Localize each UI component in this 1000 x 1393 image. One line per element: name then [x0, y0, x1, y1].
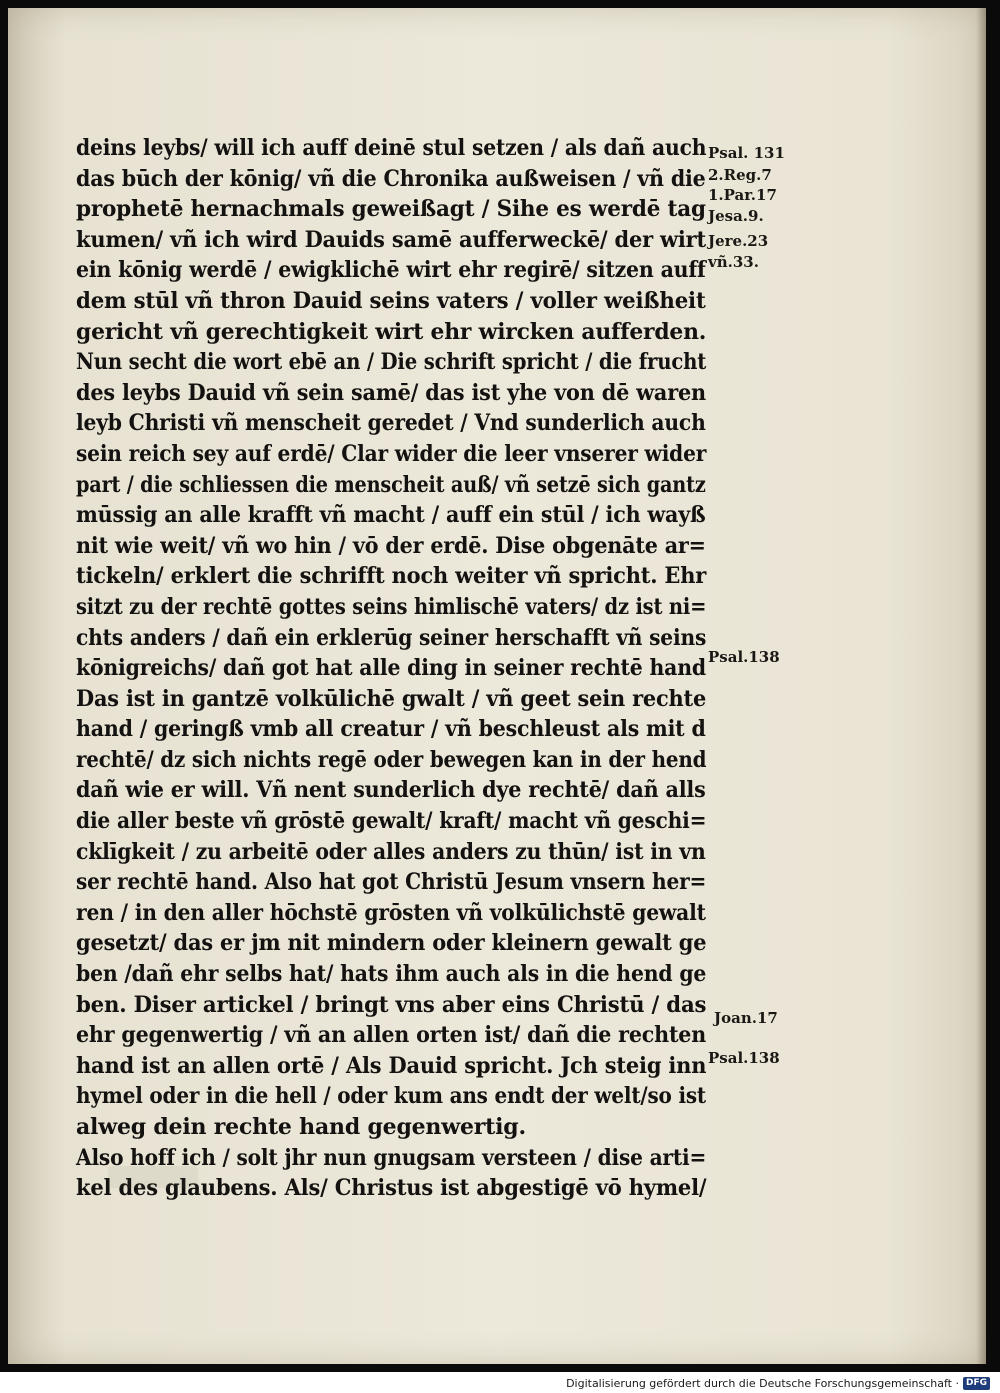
text-line: ser rechtē hand. Also hat got Christū Jesum vnsern her= — [76, 869, 707, 896]
text-line: kel des glaubens. Als/ Christus ist abgestigē vō hymel/ — [76, 1175, 707, 1202]
text-line: rechtē/ dz sich nichts regē oder bewegen kan in der hend — [76, 746, 707, 773]
text-line: prophetē hernachmals geweißagt / Sihe es werdē tag — [76, 196, 706, 223]
text-line: kumen/ vñ ich wird Dauids samē aufferweckē/ der wirt — [76, 226, 706, 253]
text-line: hymel oder in die hell / oder kum ans endt der welt/so ist — [76, 1083, 706, 1110]
margin-note: 1.Par.17 — [708, 186, 777, 204]
text-line: dem stūl vñ thron Dauid seins vaters / voller weißheit — [76, 287, 706, 314]
margin-note: Jere.23 — [708, 232, 769, 250]
body-text-column — [76, 133, 706, 1204]
margin-note: Psal.138 — [708, 648, 780, 666]
text-line: Das ist in gantzē volkūlichē gwalt / vñ geet sein rechte — [76, 685, 707, 712]
text-line: nit wie weit/ vñ wo hin / vō der erdē. Dise obgenāte ar= — [76, 532, 706, 559]
text-line: alweg dein rechte hand gegenwertig. — [76, 1114, 526, 1140]
text-line: hand ist an allen ortē / Als Dauid spricht. Jch steig inn — [76, 1052, 707, 1079]
text-line: ben. Diser artickel / bringt vns aber eins Christū / das — [76, 991, 707, 1018]
text-line: sein reich sey auf erdē/ Clar wider die leer vnserer wider — [76, 440, 707, 467]
margin-note: Psal.138 — [708, 1049, 780, 1067]
text-line: dañ wie er will. Vñ nent sunderlich dye rechtē/ dañ alls — [76, 777, 706, 804]
text-line: Nun secht die wort ebē an / Die schrift spricht / die frucht — [76, 349, 707, 376]
text-line: part / die schliessen die menscheit auß/ vñ setzē sich gantz — [76, 471, 706, 498]
dfg-logo-icon: DFG — [963, 1377, 990, 1390]
text-line: ren / in den aller hōchstē grōsten vñ volkūlichstē gewalt — [76, 899, 706, 926]
text-line: ehr gegenwertig / vñ an allen orten ist/ dañ die rechten — [76, 1022, 707, 1049]
text-line: hand / geringß vmb all creatur / vñ beschleust als mit d — [76, 716, 706, 743]
text-line: leyb Christi vñ menscheit geredet / Vnd sunderlich auch — [76, 410, 706, 437]
margin-note: vñ.33. — [708, 253, 759, 271]
margin-note: Jesa.9. — [708, 207, 764, 225]
text-line: gesetzt/ das er jm nit mindern oder kleinern gewalt ge — [76, 930, 707, 957]
text-line: sitzt zu der rechtē gottes seins himlischē vaters/ dz ist ni= — [76, 593, 707, 620]
bleed-through-text — [108, 1166, 198, 1188]
text-line: ein kōnig werdē / ewigklichē wirt ehr regirē/ sitzen auff — [76, 257, 706, 284]
text-line: ben /dañ ehr selbs hat/ hats ihm auch als in die hend ge — [76, 961, 707, 988]
text-line: kōnigreichs/ dañ got hat alle ding in seiner rechtē hand — [76, 655, 706, 682]
text-line: des leybs Dauid vñ sein samē/ das ist yhe von dē waren — [76, 379, 706, 406]
text-line: tickeln/ erklert die schrifft noch weiter vñ spricht. Ehr — [76, 563, 707, 590]
footer-text: Digitalisierung gefördert durch die Deutsche Forschungsgemeinschaft · — [566, 1376, 959, 1390]
text-line: Also hoff ich / solt jhr nun gnugsam versteen / dise arti= — [76, 1144, 707, 1171]
text-line: cklīgkeit / zu arbeitē oder alles anders zu thūn/ ist in vn — [76, 838, 706, 865]
page-edge-shadow — [976, 8, 986, 1364]
text-line: gericht vñ gerechtigkeit wirt ehr wircken aufferden. — [76, 318, 707, 345]
text-line: die aller beste vñ grōstē gewalt/ kraft/ macht vñ geschi= — [76, 808, 707, 835]
margin-note: 2.Reg.7 — [708, 166, 772, 184]
margin-note: Psal. 131 — [708, 144, 785, 162]
text-line: das būch der kōnig/ vñ die Chronika außweisen / vñ die — [76, 165, 706, 192]
text-line: deins leybs/ will ich auff deinē stul setzen / als dañ auch — [76, 135, 707, 161]
margin-notes-column — [708, 0, 818, 1200]
margin-note: Joan.17 — [714, 1009, 778, 1027]
text-line: mūssig an alle krafft vñ macht / auff ein stūl / ich wayß — [76, 502, 706, 529]
text-line: chts anders / dañ ein erklerūg seiner herschafft vñ seins — [76, 624, 707, 651]
funding-footer — [566, 1374, 990, 1392]
